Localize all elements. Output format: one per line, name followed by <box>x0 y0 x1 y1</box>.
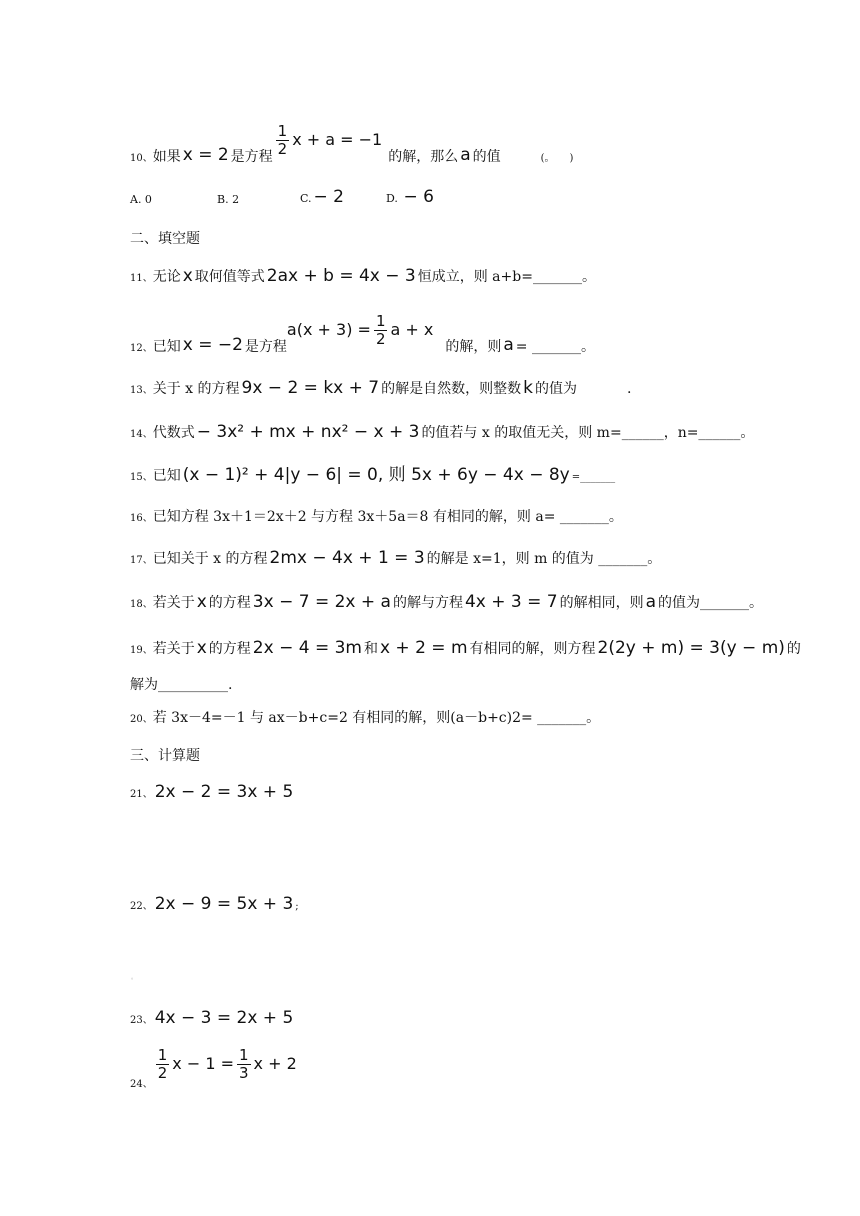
q17-number: 17、 <box>130 555 153 566</box>
option-a <box>130 193 152 206</box>
q19-equation-2: x + 2 = m <box>379 638 468 658</box>
question-23 <box>130 1010 295 1027</box>
q16-text: 已知方程 3x＋1＝2x＋2 与方程 3x＋5a＝8 有相同的解，则 a= _______。 <box>152 509 623 525</box>
option-c-label: C. <box>300 192 312 205</box>
section-heading-fill-in: 二、填空题 <box>130 231 200 247</box>
q12-condition: x = −2 <box>182 335 243 355</box>
q21-equation: 2x − 2 = 3x + 5 <box>154 782 294 802</box>
q20-text: 若 3x－4=－1 与 ax－b+c=2 有相同的解，则(a－b+c)2= _______。 <box>152 710 601 726</box>
option-a-label: A. 0 <box>130 193 152 206</box>
q12-rhs: a + x <box>390 320 434 340</box>
q12-lhs: a(x + 3) = <box>286 320 371 340</box>
option-c <box>300 187 346 207</box>
q18-text-1: 若关于 <box>152 595 195 611</box>
q22-end: ; <box>295 901 299 912</box>
q12-text-2: 是方程 <box>244 339 287 355</box>
q13-text-2: 的解是自然数，则整数 <box>381 381 522 397</box>
q22-number: 22、 <box>130 901 153 912</box>
q24-frac2-num: 1 <box>239 1045 249 1064</box>
q11-text-2: 取何值等式 <box>194 269 265 285</box>
question-17 <box>130 550 661 567</box>
q18-text-5: 的值为_______。 <box>658 595 763 611</box>
q24-frac1-num: 1 <box>157 1045 168 1064</box>
q24-fraction-1 <box>156 1047 170 1083</box>
q12-text-3: 的解，则 <box>445 339 502 355</box>
q14-text-1: 代数式 <box>152 425 195 441</box>
option-d <box>386 187 436 207</box>
q19-text-6: 解为__________. <box>130 677 233 693</box>
q10-text-1: 如果 <box>152 149 181 165</box>
q22-equation: 2x − 9 = 5x + 3 <box>154 894 294 914</box>
q12-number: 12、 <box>130 343 153 354</box>
q11-number: 11、 <box>130 273 153 284</box>
option-c-value: − 2 <box>313 187 344 207</box>
question-16 <box>130 510 623 524</box>
q14-number: 14、 <box>130 429 153 440</box>
q15-number: 15、 <box>130 472 153 483</box>
question-19-continued <box>130 678 232 692</box>
q10-var: a <box>460 145 471 165</box>
question-20 <box>130 711 600 725</box>
q19-text-1: 若关于 <box>152 641 195 657</box>
q13-equation: 9x − 2 = kx + 7 <box>241 378 380 398</box>
question-19 <box>130 640 801 657</box>
q10-text-4: 的值 <box>472 149 501 165</box>
q19-text-2: 的方程 <box>208 641 251 657</box>
q19-equation-3: 2(2y + m) = 3(y − m) <box>597 638 785 658</box>
stray-mark: 。 <box>131 974 138 981</box>
q12-fraction <box>374 313 388 349</box>
q21-number: 21、 <box>130 789 153 800</box>
question-12 <box>130 311 595 355</box>
q10-answer-paren: (。 ) <box>540 153 574 164</box>
section-heading-calculation: 三、计算题 <box>130 748 200 764</box>
q11-equation: 2ax + b = 4x − 3 <box>266 266 416 286</box>
q18-equation-1: 3x − 7 = 2x + a <box>252 592 391 612</box>
question-13 <box>130 380 631 397</box>
q19-text-3: 和 <box>363 641 378 657</box>
q11-text-1: 无论 <box>152 269 181 285</box>
q17-text-2: 的解是 x=1，则 m 的值为 _______。 <box>426 551 662 567</box>
question-15 <box>130 467 615 484</box>
q18-text-2: 的方程 <box>208 595 251 611</box>
q15-text-1: 已知 <box>152 468 181 484</box>
q12-frac-den: 2 <box>375 329 386 348</box>
question-11 <box>130 268 596 285</box>
q24-end: x + 2 <box>253 1054 297 1074</box>
q17-equation: 2mx − 4x + 1 = 3 <box>269 548 425 568</box>
option-d-label: D. <box>386 192 398 205</box>
question-18 <box>130 594 763 611</box>
q14-text-2: 的值若与 x 的取值无关，则 m=______，n=______。 <box>421 425 755 441</box>
q10-equation: x + a = −1 <box>292 130 383 150</box>
q24-number: 24、 <box>130 1079 153 1090</box>
q19-text-5: 的 <box>786 641 801 657</box>
q11-text-3: 恒成立，则 a+b=_______。 <box>417 269 596 285</box>
question-22 <box>130 896 299 913</box>
option-d-value: − 6 <box>403 187 434 207</box>
q13-end: . <box>626 381 632 397</box>
q24-fraction-2 <box>237 1047 251 1083</box>
q24-frac2-den: 3 <box>239 1063 249 1082</box>
q12-var: a <box>503 335 514 355</box>
question-24 <box>130 1045 297 1090</box>
q18-var: x <box>196 592 207 612</box>
q18-equation-2: 4x + 3 = 7 <box>464 592 558 612</box>
q13-text-1: 关于 x 的方程 <box>152 381 240 397</box>
q20-number: 20、 <box>130 714 153 725</box>
q10-text-3: 的解，那么 <box>388 149 459 165</box>
q15-expression: (x − 1)² + 4|y − 6| = 0, 则 5x + 6y − 4x − 8y <box>182 465 570 485</box>
q23-equation: 4x − 3 = 2x + 5 <box>154 1008 294 1028</box>
q24-frac1-den: 2 <box>157 1063 168 1082</box>
q19-text-4: 有相同的解，则方程 <box>469 641 596 657</box>
question-21 <box>130 784 295 801</box>
q14-expression: − 3x² + mx + nx² − x + 3 <box>196 422 420 442</box>
q19-number: 19、 <box>130 645 153 656</box>
q17-text-1: 已知关于 x 的方程 <box>152 551 268 567</box>
q12-frac-num: 1 <box>375 311 386 330</box>
q15-text-2: =_______ <box>571 472 616 483</box>
q13-var: k <box>523 378 533 398</box>
q10-number: 10、 <box>130 153 153 164</box>
q18-text-4: 的解相同，则 <box>559 595 644 611</box>
q18-var-2: a <box>645 592 656 612</box>
question-10 <box>130 121 574 165</box>
q11-var: x <box>182 266 193 286</box>
q19-var: x <box>196 638 207 658</box>
q13-number: 13、 <box>130 385 153 396</box>
q18-number: 18、 <box>130 599 153 610</box>
q24-middle: x − 1 = <box>172 1054 234 1074</box>
q12-text-4: = _______。 <box>515 339 595 355</box>
q18-text-3: 的解与方程 <box>392 595 463 611</box>
q23-number: 23、 <box>130 1015 153 1026</box>
q10-fraction <box>276 123 290 159</box>
q13-text-3: 的值为 <box>534 381 577 397</box>
q10-frac-den: 2 <box>277 139 288 158</box>
option-b <box>217 193 239 206</box>
q12-text-1: 已知 <box>152 339 181 355</box>
q10-frac-num: 1 <box>277 121 288 140</box>
q16-number: 16、 <box>130 513 153 524</box>
question-14 <box>130 424 754 441</box>
q10-text-2: 是方程 <box>230 149 273 165</box>
q19-equation-1: 2x − 4 = 3m <box>252 638 362 658</box>
option-b-label: B. 2 <box>217 193 240 206</box>
q10-condition: x = 2 <box>182 145 229 165</box>
